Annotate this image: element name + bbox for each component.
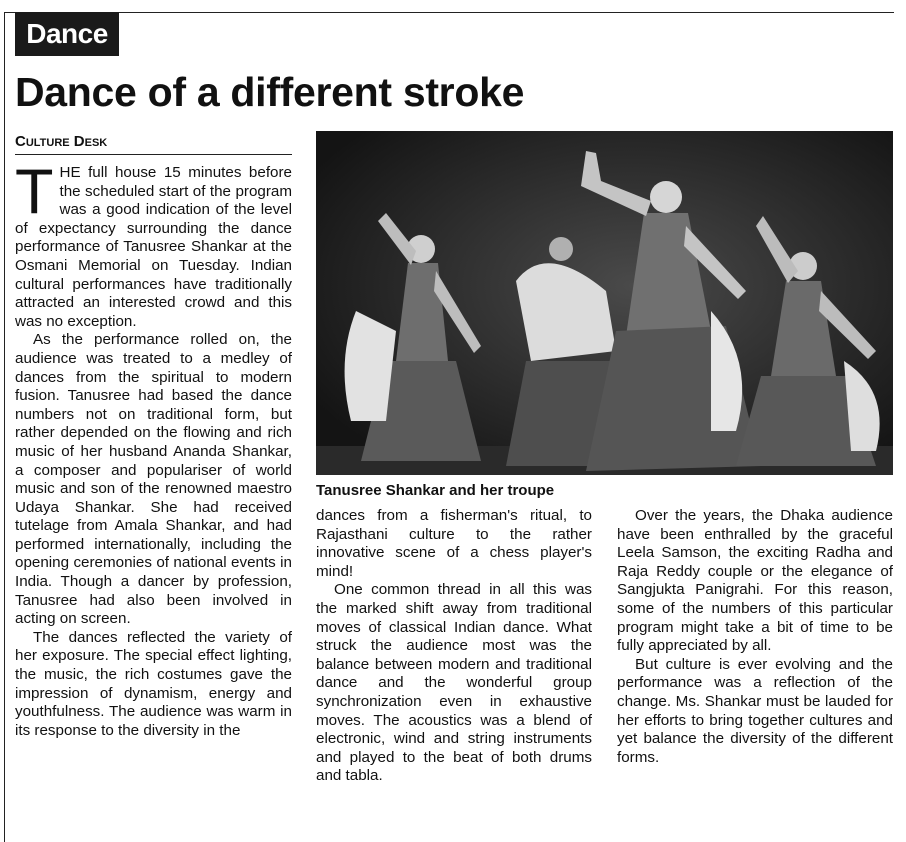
paragraph-2: As the performance rolled on, the audience was treated to a medley of dances from the spiritual to modern fusion. Tanusree had based the dance numbers not on traditional form, but rather depended on the flowing and rich music of her husband Ananda Shankar, a composer and populariser of world music and son of the renowned maestro Udaya Shankar. She had received tutelage from Amala Shankar, and had performed internationally, including the opening ceremonies of national events in India. Though a dancer by profession, Tanusree had also been involved in acting on screen. [15, 331, 292, 628]
dancers-photo-icon [316, 131, 893, 475]
dancers-photo [316, 131, 893, 475]
paragraph-1-text: HE full house 15 minutes before the scheduled start of the program was a good indication of the level of expectancy surrounding the dance performance of Tanusree Shankar at the Osmani Memorial on Tuesday. Indian cultural performances have traditionally attracted an interested crowd and this was no exception. [15, 164, 292, 330]
paragraph-3: The dances reflected the variety of her exposure. The special effect lighting, the music, the rich costumes gave the impression of dynamism, energy and youthfulness. The audience was warm in its response to the diversity in the [15, 628, 292, 739]
frame-left-rule [4, 12, 5, 842]
paragraph-5: Over the years, the Dhaka audience have been enthralled by the graceful Leela Samson, the exciting Radha and Raja Reddy couple or the elegance of Sangjukta Panigrahi. For this reason, some of the numbers of this particular program might take a bit of time to be fully appreciated by all. [617, 507, 893, 655]
paragraph-4: One common thread in all this was the marked shift away from traditional moves of classical Indian dance. What struck the audience most was the balance between modern and traditional dance and the wonderful group synchronization even in exhaustive moves. The acoustics was a blend of electronic, wind and string instruments and played to the beat of both drums and tabla. [316, 581, 592, 785]
paragraph-6: But culture is ever evolving and the performance was a reflection of the change. Ms. Shankar must be lauded for her efforts to bring together cultures and yet balance the diversity of the different forms. [617, 655, 893, 766]
dropcap: T [15, 157, 54, 227]
section-tag: Dance [15, 12, 119, 56]
article-column-2 [316, 507, 592, 786]
paragraph-1 [15, 157, 292, 331]
article-column-1 [15, 157, 292, 740]
article-column-3 [617, 507, 893, 767]
paragraph-3-continued: dances from a fisherman's ritual, to Rajasthani culture to the rather innovative scene of a chess player's mind! [316, 507, 592, 580]
frame-top-rule [4, 12, 894, 13]
photo-caption: Tanusree Shankar and her troupe [316, 482, 555, 499]
byline: Culture Desk [15, 133, 292, 155]
headline: Dance of a different stroke [15, 69, 525, 115]
